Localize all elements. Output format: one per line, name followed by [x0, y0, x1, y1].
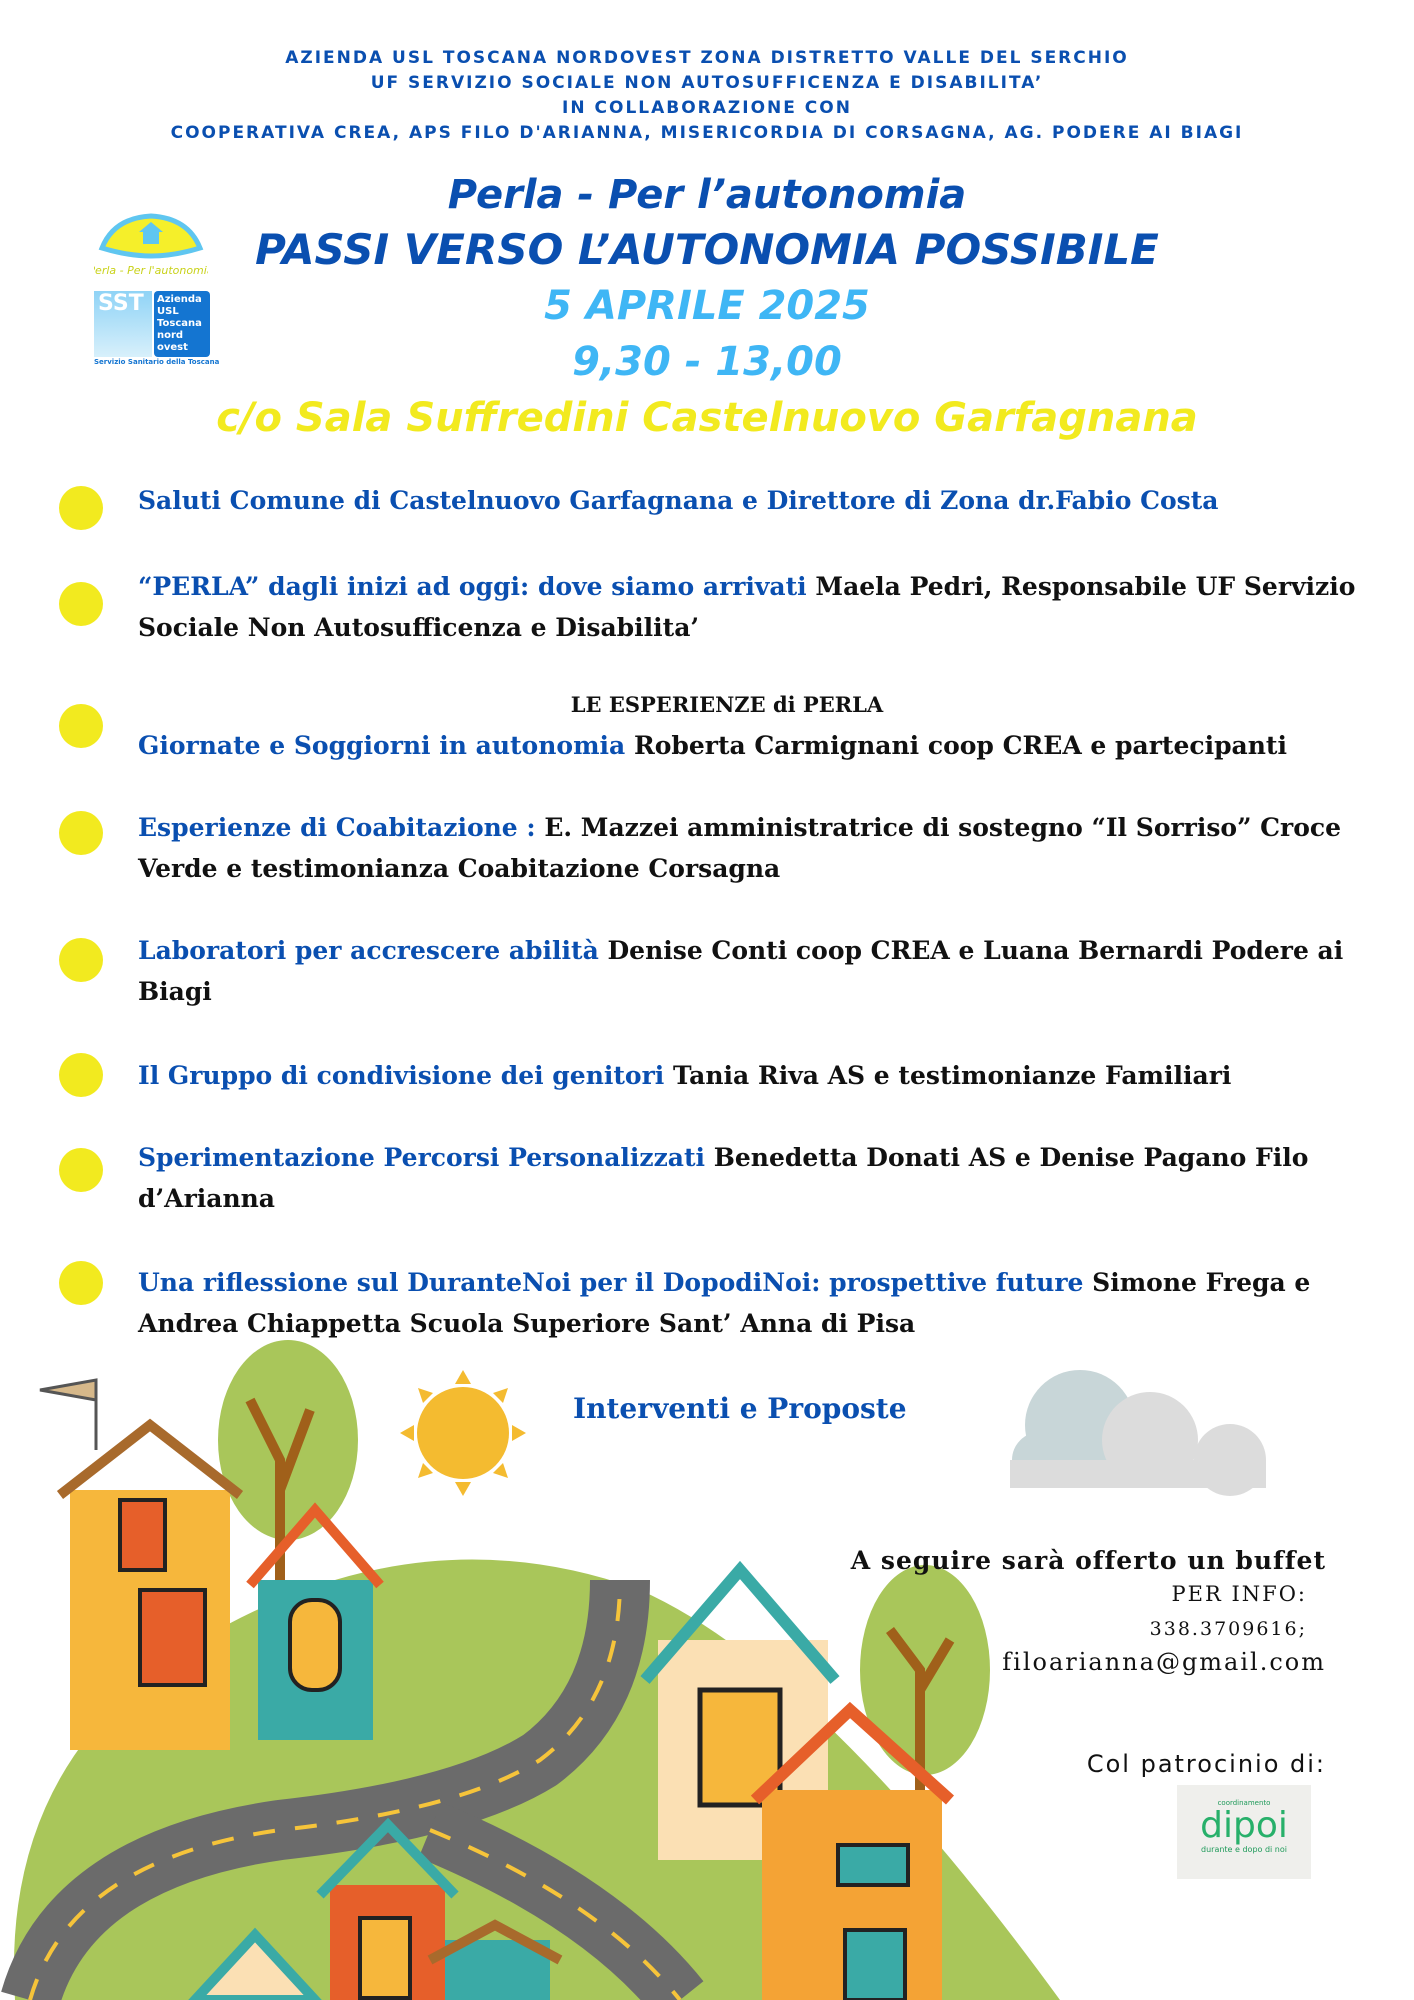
event-location: c/o Sala Suffredini Castelnuovo Garfagnana [216, 395, 1198, 441]
bullet-icon [59, 486, 103, 530]
program-item: Il Gruppo di condivisione dei genitori Tania Riva AS e testimonianze Familiari [138, 1061, 1232, 1090]
bullet-icon [59, 1053, 103, 1097]
sun-icon [400, 1370, 526, 1496]
event-subtitle: PASSI VERSO L’AUTONOMIA POSSIBILE [255, 225, 1159, 274]
tree-icon [218, 1340, 358, 1600]
header-line-1: AZIENDA USL TOSCANA NORDOVEST ZONA DISTRETTO VALLE DEL SERCHIO [285, 48, 1129, 68]
house-icon [250, 1510, 380, 1740]
patronage-label: Col patrocinio di: [1086, 1750, 1326, 1778]
section-heading: LE ESPERIENZE di PERLA [570, 692, 884, 717]
program-item: Una riflessione sul DuranteNoi per il DopodiNoi: prospettive future Simone Frega e Andrea Chiappetta Scuola Superiore Sant’ Anna di Pisa [138, 1268, 1311, 1338]
perla-logo-text: Perla - Per l'autonomia [94, 264, 208, 277]
header-line-4: COOPERATIVA CREA, APS FILO D'ARIANNA, MISERICORDIA DI CORSAGNA, AG. PODERE AI BIAGI [170, 123, 1244, 143]
cloud-icon [1010, 1370, 1266, 1496]
event-date: 5 APRILE 2025 [544, 283, 870, 329]
bullet-icon [59, 1261, 103, 1305]
event-title: Perla - Per l’autonomia [447, 172, 967, 218]
program-item: “PERLA” dagli inizi ad oggi: dove siamo arrivati Maela Pedri, Responsabile UF Servizio Sociale Non Autosufficenza e Disabilita’ [138, 572, 1356, 642]
event-time: 9,30 - 13,00 [572, 339, 842, 385]
program-item: Esperienze di Coabitazione : E. Mazzei amministratrice di sostegno “Il Sorriso” Croce Verde e testimonianza Coabitazione Corsagna [138, 813, 1342, 883]
bullet-icon [59, 938, 103, 982]
program-item: Sperimentazione Percorsi Personalizzati Benedetta Donati AS e Denise Pagano Filo d’Arianna [138, 1143, 1309, 1213]
bullet-icon [59, 811, 103, 855]
header-line-3: IN COLLABORAZIONE CON [562, 98, 852, 118]
bullet-icon [59, 704, 103, 748]
closing-text: Interventi e Proposte [573, 1392, 907, 1425]
email-link[interactable]: filoarianna@gmail.com [1002, 1648, 1326, 1676]
bullet-icon [59, 582, 103, 626]
dipoi-logo: coordinamento dipoi durante e dopo di noi [1177, 1785, 1311, 1879]
house-icon [40, 1380, 240, 1750]
info-label: PER INFO: [1171, 1582, 1307, 1606]
program-item: Giornate e Soggiorni in autonomia Roberta Carmignani coop CREA e partecipanti [138, 731, 1287, 760]
program-item: Saluti Comune di Castelnuovo Garfagnana e Direttore di Zona dr.Fabio Costa [138, 486, 1219, 515]
bullet-icon [59, 1148, 103, 1192]
program-item: Laboratori per accrescere abilità Denise Conti coop CREA e Luana Bernardi Podere ai Biagi [138, 936, 1344, 1006]
buffet-text: A seguire sarà offerto un buffet [850, 1546, 1326, 1575]
sst-logo: SST Azienda USL Toscana nord ovest Servizio Sanitario della Toscana [94, 291, 220, 366]
phone-number: 338.3709616; [1149, 1618, 1307, 1640]
header-line-2: UF SERVIZIO SOCIALE NON AUTOSUFFICENZA E DISABILITA’ [370, 73, 1044, 93]
